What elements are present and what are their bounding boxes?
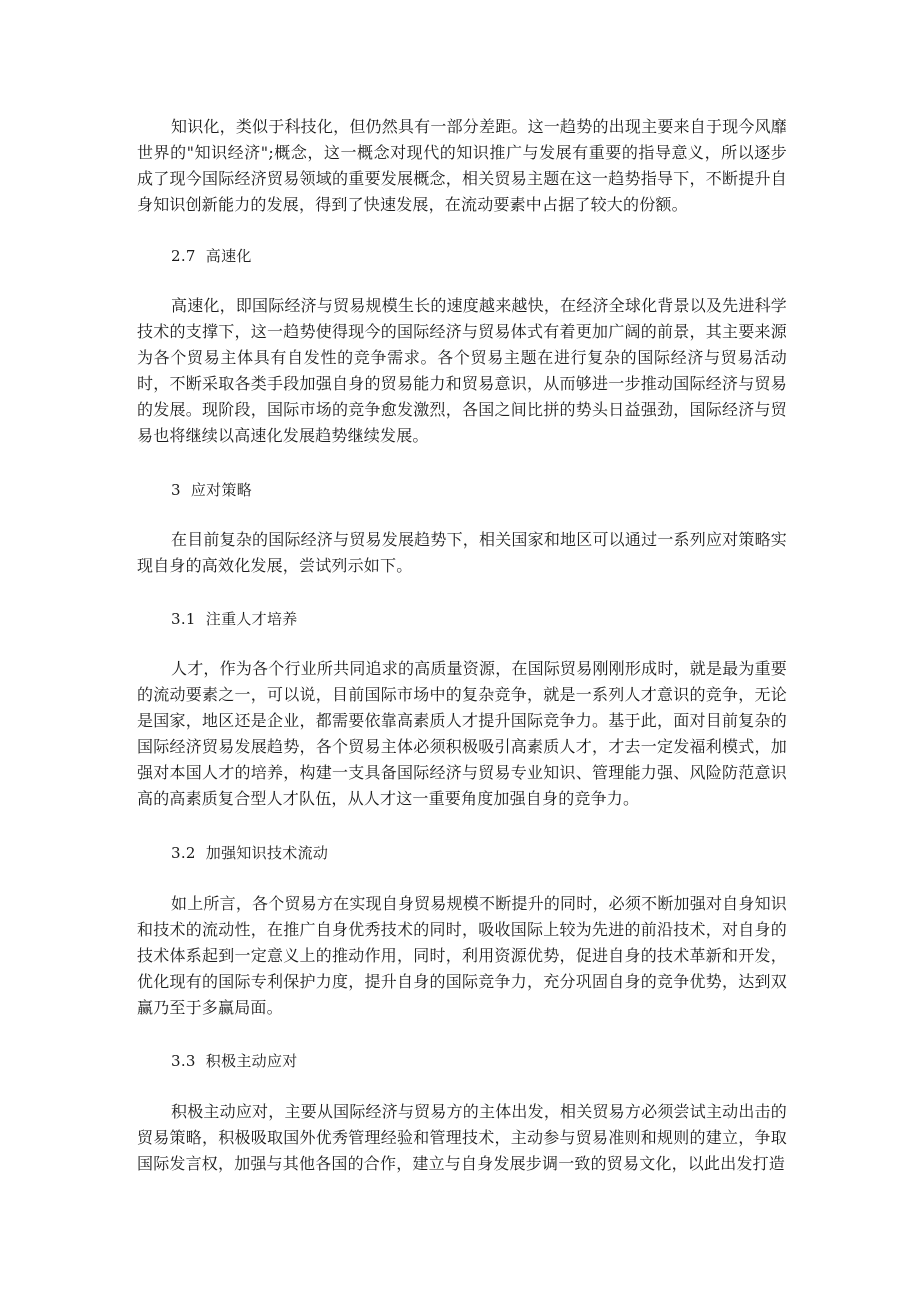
- paragraph-knowledge: 知识化，类似于科技化，但仍然具有一部分差距。这一趋势的出现主要来自于现今风靡世界的"知识经济";概念，这一概念对现代的知识推广与发展有重要的指导意义，所以逐步成了现今国际经济贸易领域的重要发展概念，相关贸易主题在这一趋势指导下，不断提升自身知识创新能力的发展，得到了快速发展，在流动要素中占据了较大的份额。: [137, 117, 787, 214]
- section-number: 3: [171, 481, 181, 499]
- section-heading-3-1: [171, 608, 298, 630]
- section-title: 加强知识技术流动: [205, 844, 329, 862]
- paragraph-strategy-intro: 在目前复杂的国际经济与贸易发展趋势下，相关国家和地区可以通过一系列应对策略实现自身的高效化发展，尝试列示如下。: [137, 530, 787, 575]
- section-heading-2-7: [171, 245, 252, 267]
- paragraph-knowledge-flow: 如上所言，各个贸易方在实现自身贸易规模不断提升的同时，必须不断加强对自身知识和技术的流动性，在推广自身优秀技术的同时，吸收国际上较为先进的前沿技术，对自身的技术体系起到一定意义上的推动作用，同时，利用资源优势，促进自身的技术革新和开发，优化现有的国际专利保护力度，提升自身的国际竞争力，充分巩固自身的竞争优势，达到双赢乃至于多赢局面。: [137, 894, 787, 1017]
- section-title: 高速化: [205, 247, 252, 265]
- section-number: 3.2: [171, 844, 196, 862]
- paragraph-high-speed: 高速化，即国际经济与贸易规模生长的速度越来越快，在经济全球化背景以及先进科学技术的支撑下，这一趋势使得现今的国际经济与贸易体式有着更加广阔的前景，其主要来源为各个贸易主体具有自发性的竞争需求。各个贸易主题在进行复杂的国际经济与贸易活动时，不断采取各类手段加强自身的贸易能力和贸易意识，从而够进一步推动国际经济与贸易的发展。现阶段，国际市场的竞争愈发激烈，各国之间比拼的势头日益强劲，国际经济与贸易也将继续以高速化发展趋势继续发展。: [137, 296, 787, 445]
- section-heading-3: [171, 479, 252, 501]
- section-title: 注重人才培养: [205, 610, 298, 628]
- section-heading-3-2: [171, 842, 328, 864]
- paragraph-talent: 人才，作为各个行业所共同追求的高质量资源，在国际贸易刚刚形成时，就是最为重要的流动要素之一，可以说，目前国际市场中的复杂竞争，就是一系列人才意识的竞争，无论是国家，地区还是企业，都需要依靠高素质人才提升国际竞争力。基于此，面对目前复杂的国际经济贸易发展趋势，各个贸易主体必须积极吸引高素质人才，才去一定发福利模式，加强对本国人才的培养，构建一支具备国际经济与贸易专业知识、管理能力强、风险防范意识高的高素质复合型人才队伍，从人才这一重要角度加强自身的竞争力。: [137, 659, 787, 808]
- section-number: 2.7: [171, 247, 196, 265]
- section-title: 应对策略: [190, 481, 253, 499]
- section-number: 3.1: [171, 610, 196, 628]
- section-number: 3.3: [171, 1052, 196, 1070]
- paragraph-proactive: 积极主动应对，主要从国际经济与贸易方的主体出发，相关贸易方必须尝试主动出击的贸易策略，积极吸取国外优秀管理经验和管理技术，主动参与贸易准则和规则的建立，争取国际发言权，加强与其他各国的合作，建立与自身发展步调一致的贸易文化，以此出发打造: [137, 1102, 787, 1173]
- section-title: 积极主动应对: [205, 1052, 298, 1070]
- section-heading-3-3: [171, 1050, 298, 1072]
